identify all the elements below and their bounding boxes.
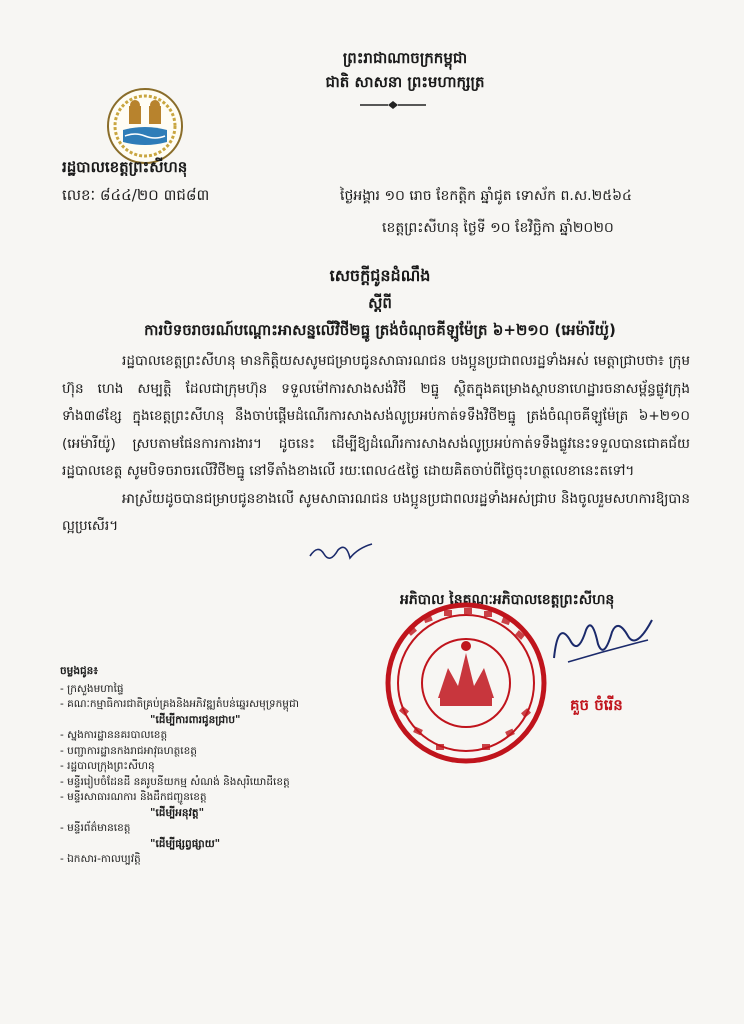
notice-subject: ការបិទចរាចរណ៍បណ្តោះអាសន្នលើវិថី២ធ្នូ ត្រង់ចំណុចគីឡូម៉ែត្រ ៦+២១០ (អេម៉ារីយ៉ូ) bbox=[144, 321, 616, 339]
recipient-item: - ឯកសារ-កាលប្បវត្តិ bbox=[60, 852, 400, 868]
solar-date: ខេត្តព្រះសីហនុ ថ្ងៃទី ១០ ខែវិច្ឆិកា ឆ្នាំ២០២០ bbox=[382, 220, 614, 236]
recipient-item: - មន្ទីរព័ត៌មានខេត្ត bbox=[60, 821, 400, 837]
official-red-seal-icon bbox=[378, 598, 553, 768]
notice-body bbox=[62, 348, 690, 541]
notice-heading bbox=[80, 262, 680, 344]
recipient-purpose: "ដើម្បីអនុវត្ត" bbox=[150, 806, 205, 819]
signer-name: គួច ចំរើន bbox=[570, 696, 623, 714]
body-paragraph-2: អាស្រ័យដូចបានជម្រាបជូនខាងលើ សូមសាធារណជន បងប្អូនប្រជាពលរដ្ឋទាំងអស់ជ្រាប និងចូលរួមសហការឱ្យបានល្អប្រសើរ។ bbox=[62, 490, 690, 534]
recipient-purpose: "ដើម្បីផ្សព្វផ្សាយ" bbox=[150, 837, 221, 850]
body-paragraph-1: រដ្ឋបាលខេត្តព្រះសីហនុ មានកិត្តិយសសូមជម្រាបជូនសាធារណជន បងប្អូនប្រជាពលរដ្ឋទាំងអស់ មេត្តាជ្រាបថា៖ ក្រុមហ៊ុន ហេង សម្បត្តិ ដែលជាក្រុមហ៊ុន ទទួលម៉ៅការសាងសង់វិថី ២ធ្នូ ស្ថិតក្នុងគម្រោងស្ថាបនាហេដ្ឋារចនាសម្ព័ន្ធផ្លូវក្រុង ទាំង៣៨ខ្សែ ក្នុងខេត្តព្រះសីហនុ នឹងចាប់ផ្តើមដំណើរការសាងសង់លូប្រអប់កាត់ទទឹងវិថី២ធ្នូ ត្រង់ចំណុចគីឡូម៉ែត្រ ៦+២១០ (អេម៉ារីយ៉ូ) ស្របតាមផែនការការងារ។ ដូចនេះ ដើម្បីឱ្យដំណើរការសាងសង់លូប្រអប់កាត់ទទឹងផ្លូវនេះទទួលបានជោគជ័យ រដ្ឋបាលខេត្ត សូមបិទចរាចរលើវិថី២ធ្នូ នៅទីតាំងខាងលើ រយៈពេល៤៥ថ្ងៃ ដោយគិតចាប់ពីថ្ងៃចុះហត្ថលេខានេះតទៅ។ bbox=[62, 353, 690, 479]
divider-ornament-icon bbox=[358, 100, 428, 110]
recipient-item: - បញ្ជាការដ្ឋានកងរាជអាវុធហត្ថខេត្ត bbox=[60, 744, 400, 760]
recipients-heading: ចម្លងជូន៖ bbox=[60, 665, 98, 677]
sender-ministry: រដ្ឋបាលខេត្តព្រះសីហនុ bbox=[62, 158, 188, 176]
recipient-purpose: "ដើម្បីការពារជូនជ្រាប" bbox=[150, 713, 241, 726]
copy-recipients bbox=[60, 664, 400, 868]
lunar-date: ថ្ងៃអង្គារ ១០ រោច ខែកត្តិក ឆ្នាំជូត ទោស័ក ព.ស.២៥៦៤ bbox=[340, 188, 632, 204]
kingdom-header bbox=[240, 46, 570, 94]
recipient-item: - ក្រសួងមហាផ្ទៃ bbox=[60, 682, 400, 698]
provincial-emblem-icon bbox=[105, 86, 185, 166]
kingdom-name: ព្រះរាជាណាចក្រកម្ពុជា bbox=[342, 49, 468, 67]
recipient-item: - មន្ទីរសាធារណការ និងដឹកជញ្ជូនខេត្ត bbox=[60, 790, 400, 806]
signer-title: អភិបាល នៃគណៈអភិបាលខេត្តព្រះសីហនុ bbox=[400, 592, 615, 608]
notice-title: សេចក្តីជូនដំណឹង bbox=[329, 266, 431, 285]
recipient-item: - គណៈកម្មាធិការជាតិគ្រប់គ្រងនិងអភិវឌ្ឍតំបន់ឆ្នេរសមុទ្រកម្ពុជា bbox=[60, 697, 400, 713]
initials-paraph-icon bbox=[306, 538, 376, 564]
recipient-item: - ស្នងការដ្ឋាននគរបាលខេត្ត bbox=[60, 728, 400, 744]
notice-subject-label: ស្តីពី bbox=[368, 294, 392, 312]
national-motto: ជាតិ សាសនា ព្រះមហាក្សត្រ bbox=[325, 73, 485, 91]
recipient-item: - មន្ទីររៀបចំដែនដី នគរូបនីយកម្ម សំណង់ និងសុរិយោដីខេត្ត bbox=[60, 775, 400, 791]
reference-number: លេខៈ ៨៤៤/២០ ៣ជ៨៣ bbox=[62, 186, 210, 204]
handwritten-signature-icon bbox=[548, 610, 658, 670]
recipient-item: - រដ្ឋបាលក្រុងព្រះសីហនុ bbox=[60, 759, 400, 775]
